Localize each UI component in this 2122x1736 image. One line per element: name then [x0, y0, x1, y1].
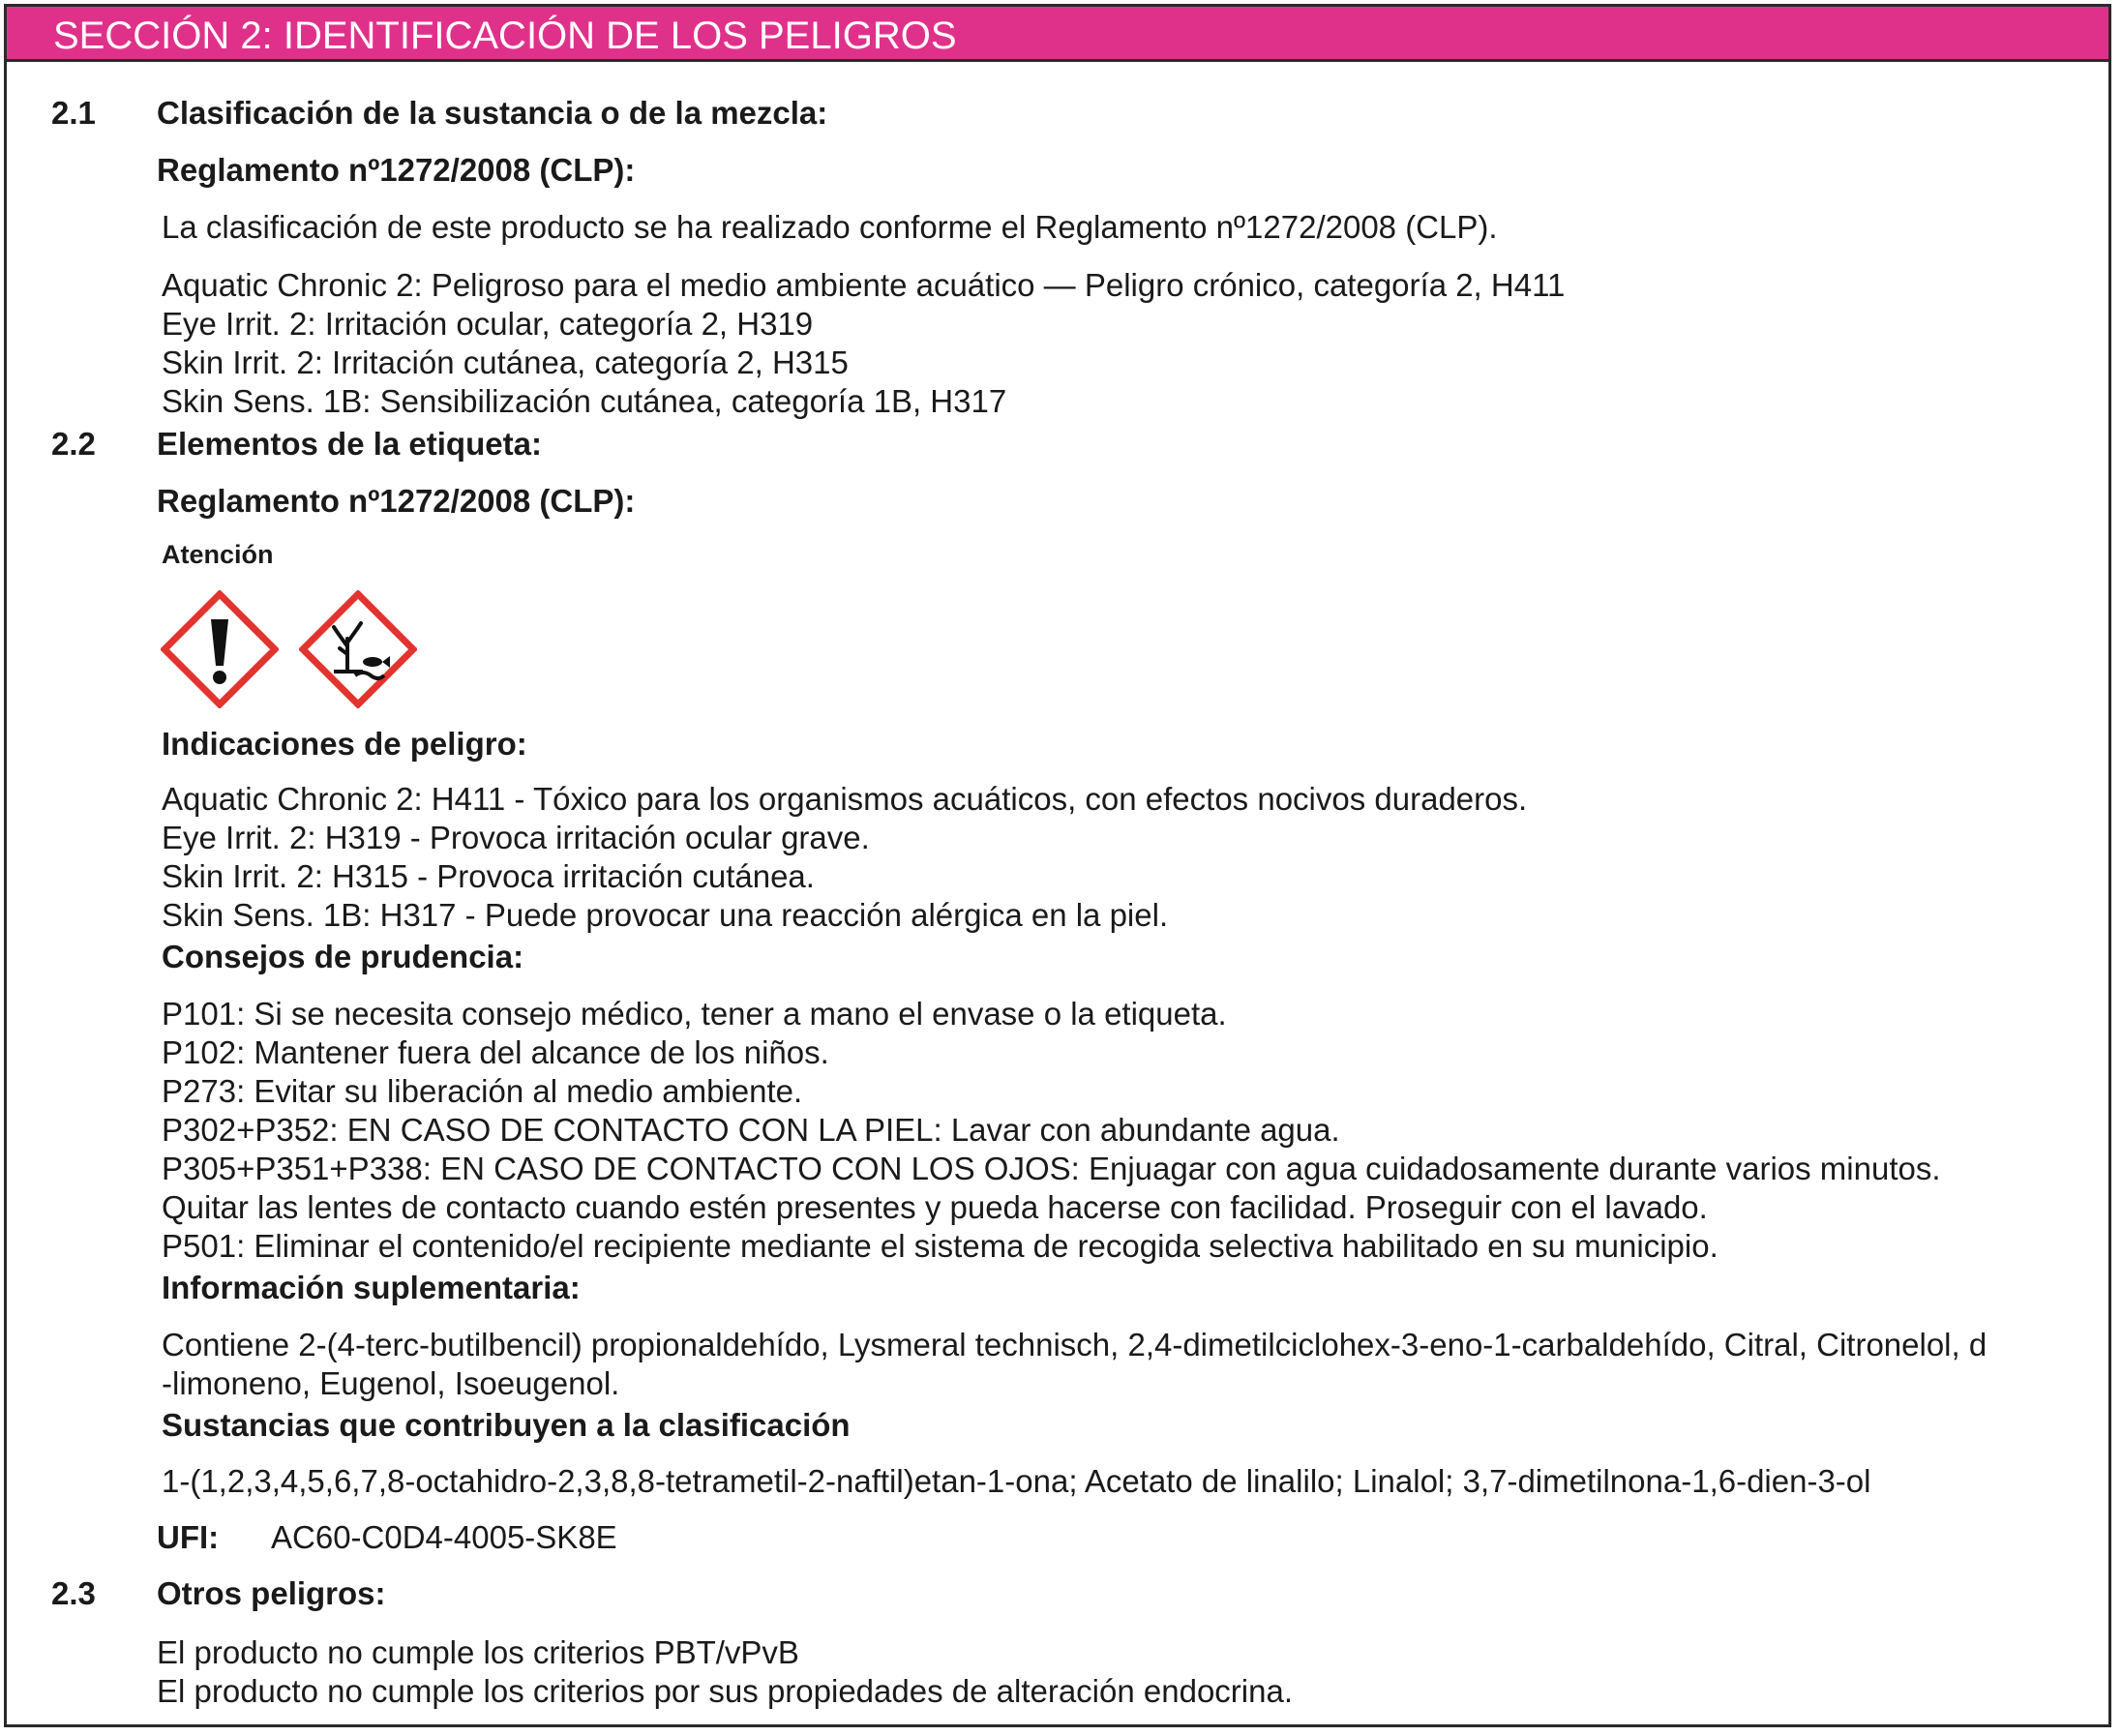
contributing-substances-title: Sustancias que contribuyen a la clasificación: [162, 1407, 851, 1443]
classification-intro: La clasificación de este producto se ha realizado conforme el Reglamento nº1272/2008 (CLP).: [162, 209, 1498, 245]
hazard-statement: Eye Irrit. 2: H319 - Provoca irritación ocular grave.: [162, 820, 870, 855]
supplementary-info-title: Información suplementaria:: [162, 1270, 581, 1305]
section-2-1-regulation: Reglamento nº1272/2008 (CLP):: [157, 152, 636, 188]
hazard-statement: Aquatic Chronic 2: H411 - Tóxico para los organismos acuáticos, con efectos nocivos duraderos.: [162, 781, 1528, 817]
section-header: [4, 4, 2111, 62]
section-2-1-number: 2.1: [51, 95, 96, 131]
other-hazard-line: El producto no cumple los criterios PBT/vPvB: [157, 1634, 799, 1670]
supplementary-line: Contiene 2-(4-terc-butilbencil) propionaldehído, Lysmeral technisch, 2,4-dimetilciclohex-3-eno-1-carbaldehído, Citral, Citronelol, d: [162, 1327, 1988, 1362]
precautionary-statements-list: [162, 995, 1941, 1266]
section-2-2-title: Elementos de la etiqueta:: [157, 426, 542, 462]
hazard-statement: Skin Irrit. 2: H315 - Provoca irritación cutánea.: [162, 858, 815, 894]
classification-item: Skin Irrit. 2: Irritación cutánea, categoría 2, H315: [162, 344, 849, 380]
exclamation-mark-icon: [161, 590, 279, 713]
precautionary-statement: P305+P351+P338: EN CASO DE CONTACTO CON LOS OJOS: Enjuagar con agua cuidadosamente durante varios minutos.: [162, 1151, 1941, 1186]
section-2-3-title: Otros peligros:: [157, 1575, 386, 1611]
hazard-statement: Skin Sens. 1B: H317 - Puede provocar una reacción alérgica en la piel.: [162, 897, 1169, 933]
other-hazards-text: [157, 1633, 1293, 1711]
precautionary-statement: P102: Mantener fuera del alcance de los niños.: [162, 1034, 829, 1070]
precautionary-statement: P302+P352: EN CASO DE CONTACTO CON LA PIEL: Lavar con abundante agua.: [162, 1112, 1340, 1148]
supplementary-line: -limoneno, Eugenol, Isoeugenol.: [162, 1365, 620, 1401]
classification-list: [162, 266, 1565, 421]
ufi-label: UFI:: [157, 1519, 220, 1555]
precautionary-statement: Quitar las lentes de contacto cuando estén presentes y pueda hacerse con facilidad. Proseguir con el lavado.: [162, 1189, 1708, 1225]
contributing-substances-text: 1-(1,2,3,4,5,6,7,8-octahidro-2,3,8,8-tetrametil-2-naftil)etan-1-ona; Acetato de linalilo; Linalol; 3,7-dimetilnona-1,6-dien-3-ol: [162, 1463, 1871, 1499]
section-2-2-number: 2.2: [51, 426, 96, 462]
precautionary-statements-title: Consejos de prudencia:: [162, 939, 524, 974]
supplementary-info-text: [162, 1326, 1987, 1403]
precautionary-statement: P501: Eliminar el contenido/el recipiente mediante el sistema de recogida selectiva habilitado en su municipio.: [162, 1228, 1719, 1264]
precautionary-statement: P273: Evitar su liberación al medio ambiente.: [162, 1073, 803, 1109]
hazard-statements-list: [162, 780, 1527, 935]
precautionary-statement: P101: Si se necesita consejo médico, tener a mano el envase o la etiqueta.: [162, 996, 1227, 1032]
classification-item: Aquatic Chronic 2: Peligroso para el medio ambiente acuático — Peligro crónico, categoría 2, H411: [162, 267, 1566, 303]
classification-item: Skin Sens. 1B: Sensibilización cutánea, categoría 1B, H317: [162, 383, 1007, 419]
signal-word: Atención: [162, 540, 274, 569]
other-hazard-line: El producto no cumple los criterios por sus propiedades de alteración endocrina.: [157, 1673, 1293, 1709]
section-2-1-title: Clasificación de la sustancia o de la mezcla:: [157, 95, 828, 131]
section-title: SECCIÓN 2: IDENTIFICACIÓN DE LOS PELIGROS: [53, 15, 957, 57]
ufi-value: AC60-C0D4-4005-SK8E: [271, 1519, 617, 1555]
environment-icon: [299, 590, 417, 713]
classification-item: Eye Irrit. 2: Irritación ocular, categoría 2, H319: [162, 306, 814, 342]
hazard-statements-title: Indicaciones de peligro:: [162, 726, 527, 762]
section-2-2-regulation: Reglamento nº1272/2008 (CLP):: [157, 483, 636, 519]
section-2-3-number: 2.3: [51, 1575, 96, 1611]
